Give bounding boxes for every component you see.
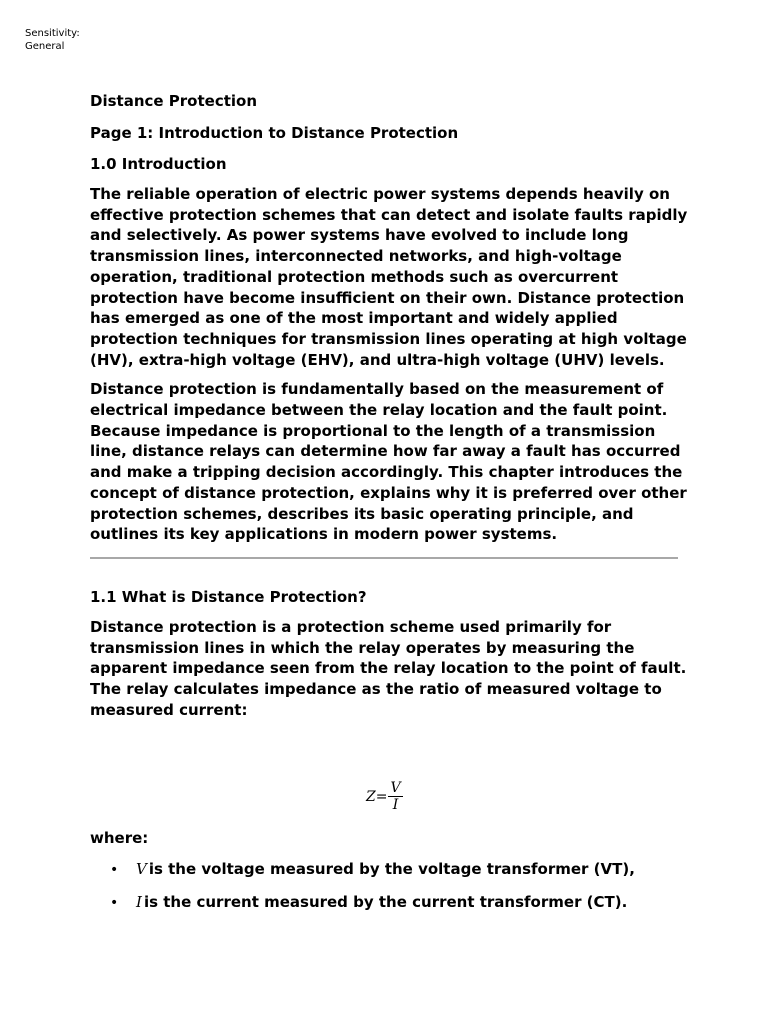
list-item — [110, 858, 635, 881]
bullet-text: is the voltage measured by the voltage transformer (VT), — [148, 860, 635, 878]
section-1-0-heading: 1.0 Introduction — [90, 155, 227, 173]
sensitivity-label — [25, 27, 80, 53]
section-1-0-paragraph-1: The reliable operation of electric power systems depends heavily on effective protection schemes that can detect and isolate faults rapidly and selectively. As power systems have evolved to include long transmission lines, interconnected networks, and high-voltage operation, traditional protection methods such as overcurrent protection have become insufficient on their own. Distance protection has emerged as one of the most important and widely applied protection techniques for transmission lines operating at high voltage (HV), extra-high voltage (EHV), and ultra-high voltage (UHV) levels. — [90, 185, 688, 369]
page-heading: Page 1: Introduction to Distance Protection — [90, 124, 459, 142]
document-title: Distance Protection — [90, 92, 258, 110]
variable-definition-list — [110, 858, 635, 924]
formula-fraction — [388, 780, 402, 813]
list-item — [110, 891, 635, 914]
sensitivity-line-2: General — [25, 41, 65, 52]
section-1-0-paragraph-2: Distance protection is fundamentally based on the measurement of electrical impedance between the relay location and the fault point. Because impedance is proportional to the length of a transmission line, distance relays can determine how far away a fault has occurred and make a tripping decision accordingly. This chapter introduces the concept of distance protection, explains why it is preferred over other protection schemes, describes its basic operating principle, and outlines its key applications in modern power systems. — [90, 380, 687, 544]
document-body — [90, 90, 690, 847]
sensitivity-line-1: Sensitivity: — [25, 28, 80, 39]
bullet-text: is the current measured by the current transformer (CT). — [143, 893, 628, 911]
section-1-1-heading: 1.1 What is Distance Protection? — [90, 587, 367, 606]
bullet-symbol: V — [136, 860, 147, 878]
where-label: where: — [90, 829, 149, 847]
section-divider — [90, 557, 678, 559]
formula-equals: = — [375, 788, 388, 805]
formula-lhs: Z — [366, 788, 376, 805]
formula-numerator: V — [390, 780, 401, 796]
formula-denominator: I — [392, 797, 399, 813]
section-1-1-paragraph-1: Distance protection is a protection scheme used primarily for transmission lines in which the relay operates by measuring the apparent impedance seen from the relay location to the point of fault. The relay calculates impedance as the ratio of measured voltage to measured current: — [90, 617, 687, 719]
impedance-formula — [366, 780, 403, 813]
bullet-icon: • — [110, 895, 119, 911]
bullet-icon: • — [110, 862, 119, 878]
bullet-symbol: I — [136, 893, 142, 911]
